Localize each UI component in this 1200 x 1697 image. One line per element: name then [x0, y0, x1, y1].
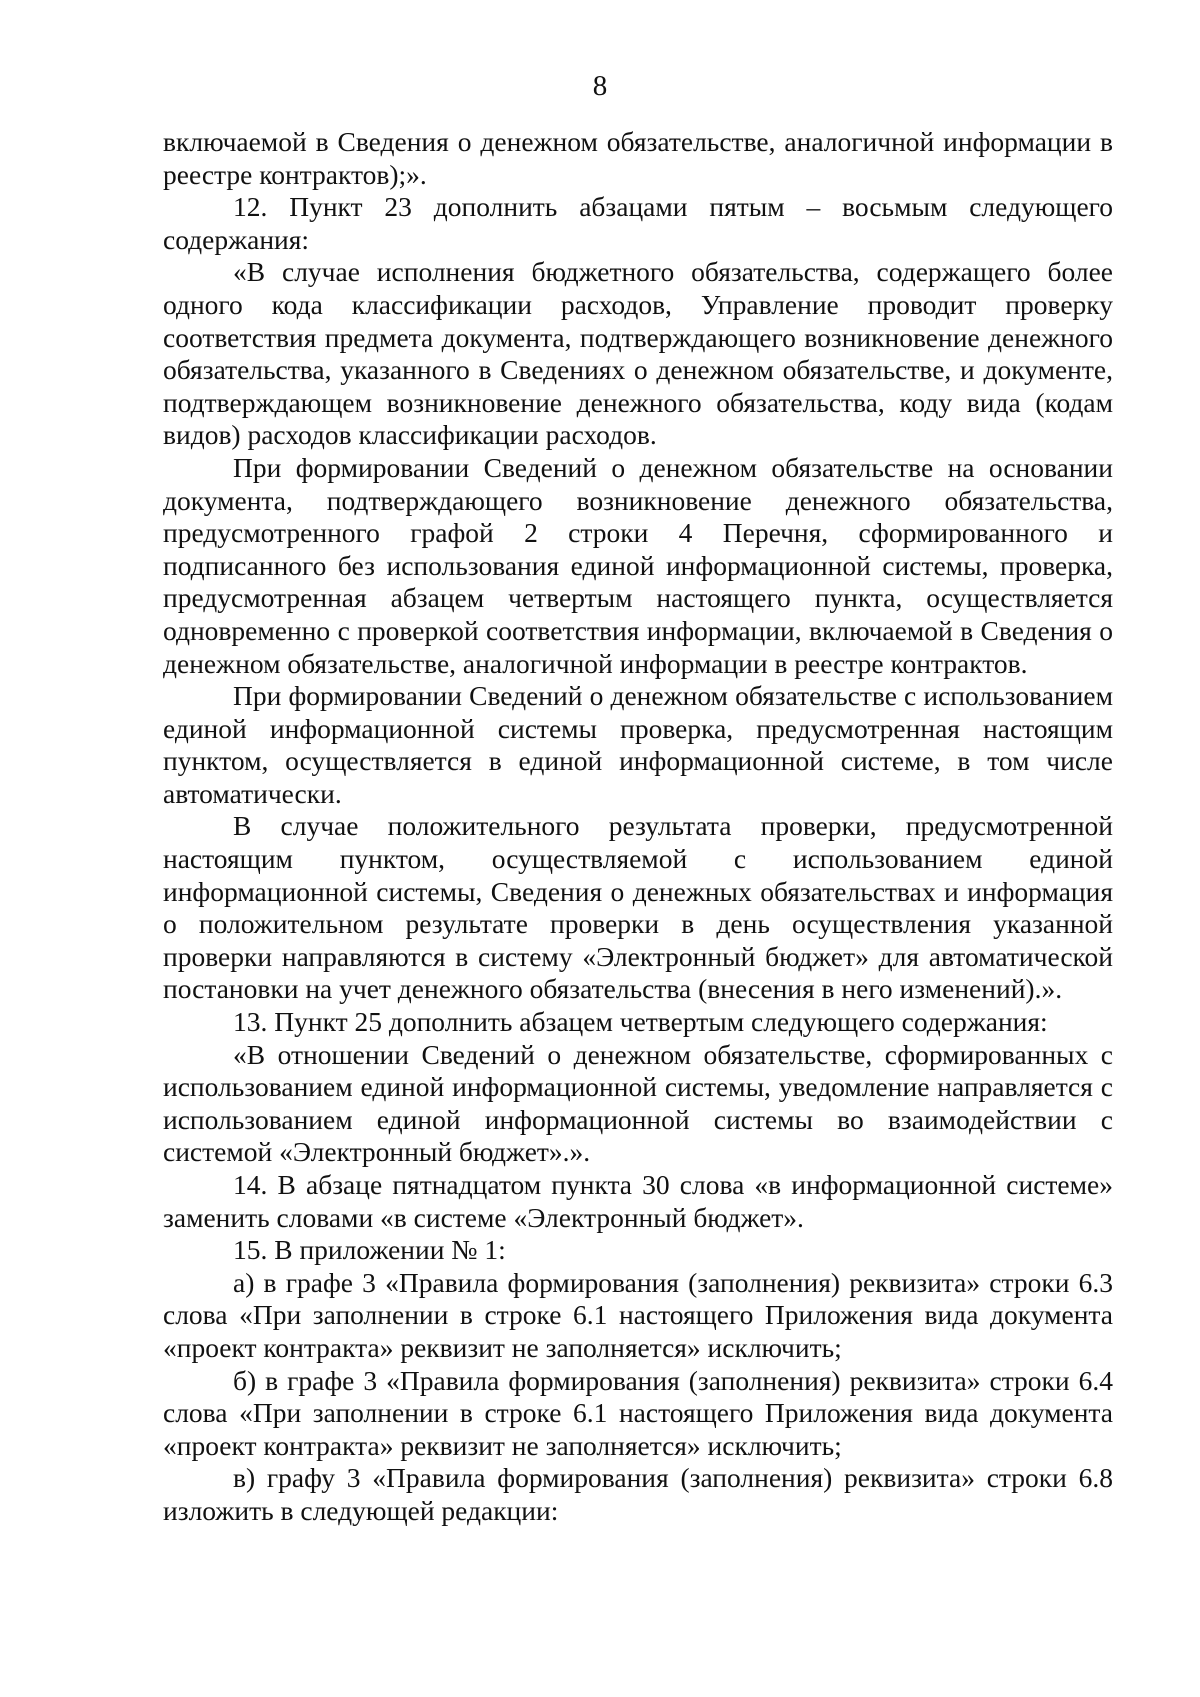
document-body [163, 126, 1113, 1528]
page-number: 8 [592, 70, 608, 102]
paragraph-item-12-quote-4: В случае положительного результата проверки, предусмотренной настоящим пунктом, осуществляемой с использованием единой информационной системы, Сведения о денежных обязательствах и информация о положительном результате проверки в день осуществления указанной проверки направляются в систему «Электронный бюджет» для автоматической постановки на учет денежного обязательства (внесения в него изменений).». [163, 810, 1113, 1005]
paragraph-item-13-quote: «В отношении Сведений о денежном обязательстве, сформированных с использованием единой информационной системы, уведомление направляется с использованием единой информационной системы во взаимодействии с системой «Электронный бюджет».». [163, 1038, 1113, 1168]
paragraph-item-12-quote-2: При формировании Сведений о денежном обязательстве на основании документа, подтверждающего возникновение денежного обязательства, предусмотренного графой 2 строки 4 Перечня, сформированного и подписанного без использования единой информационной системы, проверка, предусмотренная абзацем четвертым настоящего пункта, осуществляется одновременно с проверкой соответствия информации, включаемой в Сведения о денежном обязательстве, аналогичной информации в реестре контрактов. [163, 451, 1113, 679]
paragraph-item-15-v: в) графу 3 «Правила формирования (заполнения) реквизита» строки 6.8 изложить в следующей редакции: [163, 1462, 1113, 1526]
paragraph-item-14: 14. В абзаце пятнадцатом пункта 30 слова «в информационной системе» заменить словами «в системе «Электронный бюджет». [163, 1169, 1113, 1233]
paragraph-item-15-a: а) в графе 3 «Правила формирования (заполнения) реквизита» строки 6.3 слова «При заполнении в строке 6.1 настоящего Приложения вида документа «проект контракта» реквизит не заполняется» исключить; [163, 1266, 1113, 1363]
paragraph-item-12-quote-3: При формировании Сведений о денежном обязательстве с использованием единой информационной системы проверка, предусмотренная настоящим пунктом, осуществляется в единой информационной системе, в том числе автоматически. [163, 680, 1113, 809]
paragraph-item-12-quote-1: «В случае исполнения бюджетного обязательства, содержащего более одного кода классификации расходов, Управление проводит проверку соответствия предмета документа, подтверждающего возникновение денежного обязательства, указанного в Сведениях о денежном обязательстве, и документе, подтверждающем возникновение денежного обязательства, коду вида (кодам видов) расходов классификации расходов. [163, 256, 1113, 451]
paragraph-item-12: 12. Пункт 23 дополнить абзацами пятым – восьмым следующего содержания: [163, 191, 1113, 255]
paragraph-continuation: включаемой в Сведения о денежном обязательстве, аналогичной информации в реестре контрактов);». [163, 126, 1113, 190]
paragraph-item-13: 13. Пункт 25 дополнить абзацем четвертым следующего содержания: [233, 1006, 1048, 1038]
paragraph-item-15-b: б) в графе 3 «Правила формирования (заполнения) реквизита» строки 6.4 слова «При заполнении в строке 6.1 настоящего Приложения вида документа «проект контракта» реквизит не заполняется» исключить; [163, 1364, 1113, 1461]
paragraph-item-15: 15. В приложении № 1: [233, 1234, 506, 1266]
